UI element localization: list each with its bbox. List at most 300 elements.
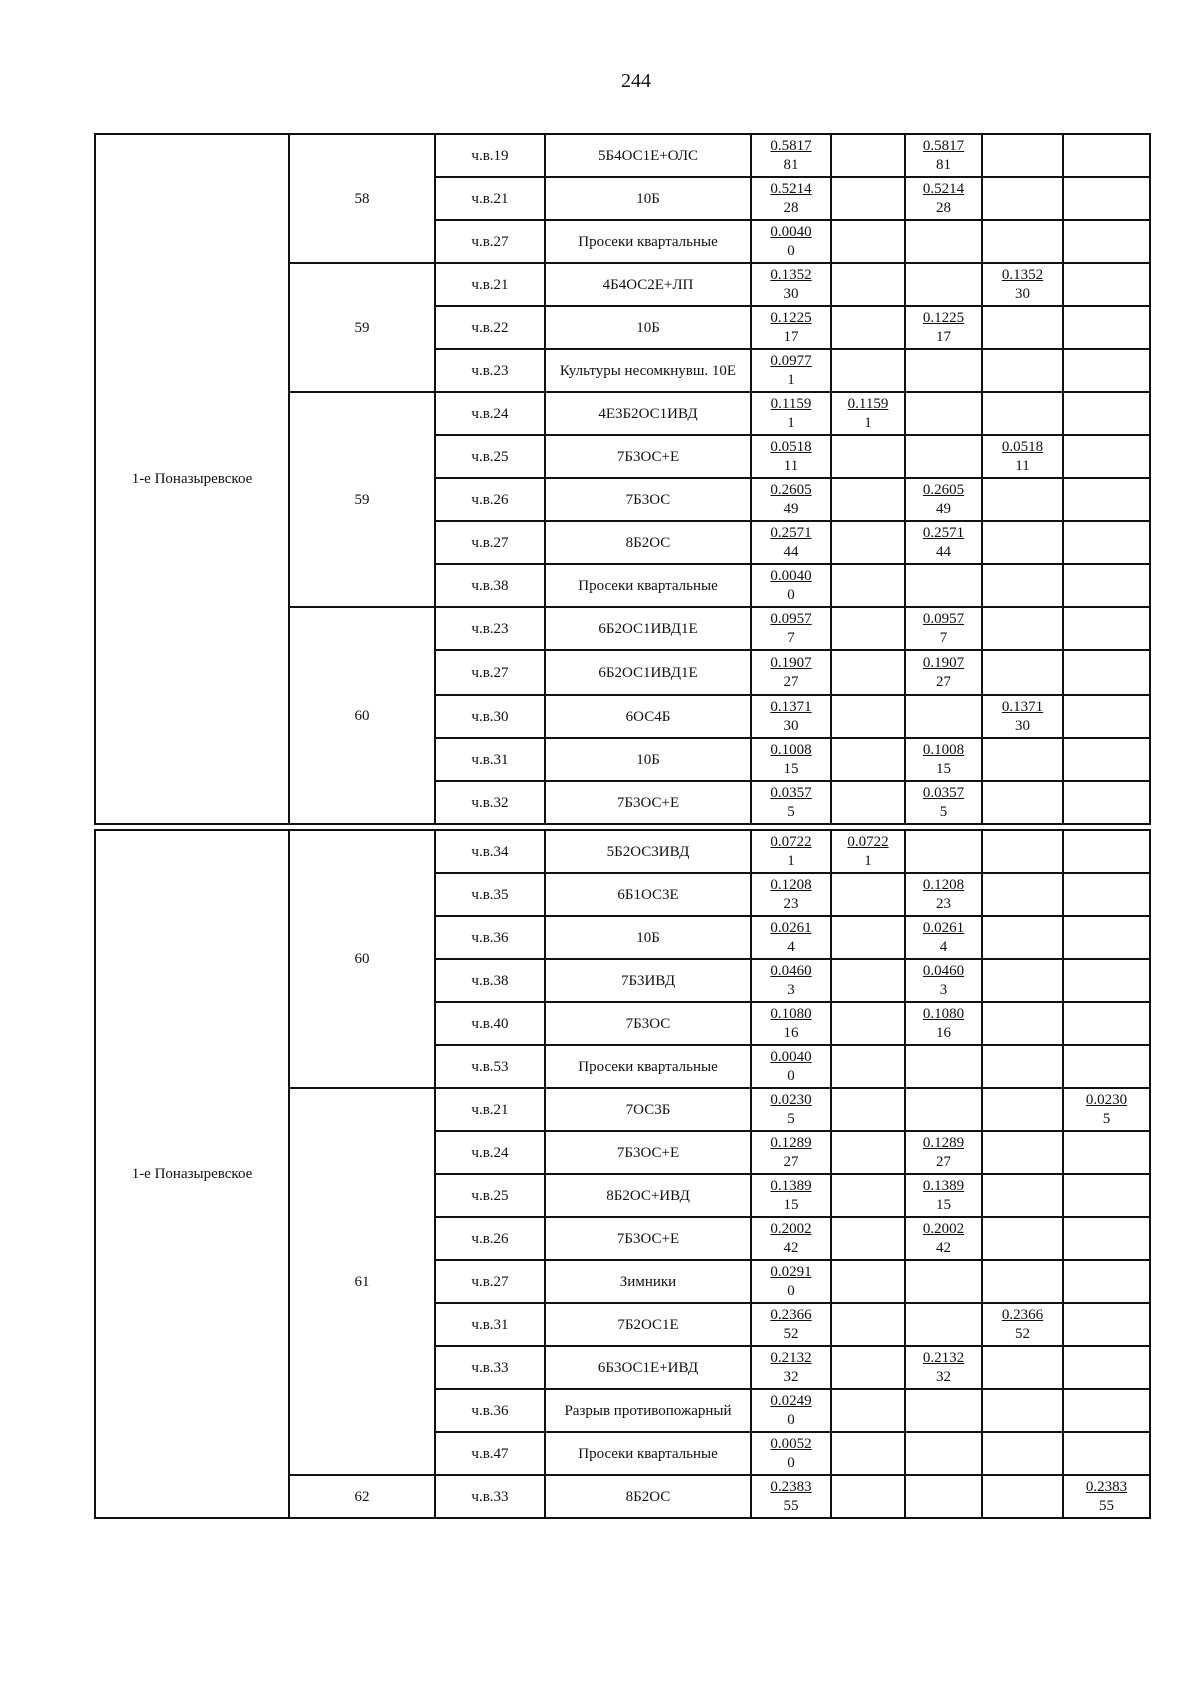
stock-value: 5 [1102,1110,1111,1127]
stock-value: 28 [783,199,799,216]
area-value: 0.2383 [1085,1478,1128,1495]
value-cell-c5 [1063,959,1150,1002]
stock-value: 11 [783,457,799,474]
section-cell: ч.в.27 [435,1260,545,1303]
block-number-cell: 61 [289,1088,435,1475]
composition-cell: Просеки квартальные [545,564,751,607]
value-cell-c4 [982,220,1063,263]
value-cell-c3 [905,695,982,738]
value-cell-c2 [831,916,905,959]
area-value: 0.2605 [770,481,812,498]
section-cell: ч.в.24 [435,1131,545,1174]
value-cell-c3 [905,650,982,695]
composition-cell: 7Б3ОС+Е [545,781,751,824]
value-cell-c4 [982,1002,1063,1045]
value-cell-c1 [751,1389,831,1432]
value-cell-c1 [751,1217,831,1260]
area-value: 0.0261 [770,919,812,936]
value-cell-c3 [905,521,982,564]
stock-value: 27 [783,1153,799,1170]
composition-cell: Разрыв противопожарный [545,1389,751,1432]
composition-cell: 7Б2ОС1Е [545,1303,751,1346]
value-cell-c2 [831,1217,905,1260]
area-value: 0.1080 [770,1005,812,1022]
value-cell-c2 [831,738,905,781]
area-value: 0.0230 [770,1091,812,1108]
value-cell-c1 [751,781,831,824]
page-number: 244 [621,70,651,92]
composition-cell: 10Б [545,738,751,781]
section-cell: ч.в.21 [435,263,545,306]
area-value: 0.1008 [770,741,812,758]
value-cell-c5 [1063,607,1150,650]
value-cell-c2 [831,1002,905,1045]
value-cell-c3 [905,1045,982,1088]
value-cell-c3 [905,1174,982,1217]
value-cell-c3 [905,1475,982,1518]
value-cell-c4 [982,263,1063,306]
stock-value: 0 [787,1454,795,1471]
area-value: 0.0040 [770,223,812,240]
value-cell-c1 [751,1475,831,1518]
value-cell-c2 [831,564,905,607]
value-cell-c2 [831,873,905,916]
area-value: 0.1225 [770,309,812,326]
stock-value: 3 [787,981,795,998]
value-cell-c4 [982,873,1063,916]
value-cell-c2 [831,220,905,263]
section-cell: ч.в.47 [435,1432,545,1475]
value-cell-c4 [982,916,1063,959]
value-cell-c4 [982,959,1063,1002]
stock-value: 81 [936,156,951,173]
stock-value: 7 [787,629,795,646]
forestry-area-cell: 1-е Поназыревское [95,830,289,1518]
area-value: 0.1389 [922,1177,965,1194]
value-cell-c5 [1063,650,1150,695]
value-cell-c4 [982,781,1063,824]
value-cell-c4 [982,1475,1063,1518]
block-number-cell: 58 [289,134,435,263]
value-cell-c2 [831,306,905,349]
area-value: 0.2132 [922,1349,965,1366]
stock-value: 3 [939,981,948,998]
stock-value: 23 [783,895,799,912]
composition-cell: 5Б2ОС3ИВД [545,830,751,873]
area-value: 0.2366 [770,1306,812,1323]
area-value: 0.1289 [922,1134,965,1151]
value-cell-c3 [905,263,982,306]
value-cell-c2 [831,349,905,392]
stock-value: 17 [936,328,951,345]
value-cell-c5 [1063,564,1150,607]
composition-cell: 10Б [545,916,751,959]
stock-value: 5 [787,803,795,820]
section-cell: ч.в.27 [435,521,545,564]
area-value: 0.1080 [922,1005,965,1022]
value-cell-c3 [905,435,982,478]
value-cell-c1 [751,830,831,873]
value-cell-c2 [831,650,905,695]
area-value: 0.1208 [922,876,965,893]
value-cell-c1 [751,959,831,1002]
value-cell-c4 [982,392,1063,435]
value-cell-c1 [751,478,831,521]
value-cell-c5 [1063,1002,1150,1045]
area-value: 0.0518 [1001,438,1044,455]
value-cell-c2 [831,607,905,650]
value-cell-c4 [982,1346,1063,1389]
value-cell-c1 [751,607,831,650]
composition-cell: Просеки квартальные [545,220,751,263]
value-cell-c5 [1063,873,1150,916]
composition-cell: 4Е3Б2ОС1ИВД [545,392,751,435]
value-cell-c1 [751,1260,831,1303]
stock-value: 7 [939,629,948,646]
section-cell: ч.в.24 [435,392,545,435]
area-value: 0.0261 [922,919,965,936]
value-cell-c5 [1063,478,1150,521]
value-cell-c5 [1063,349,1150,392]
value-cell-c1 [751,1174,831,1217]
value-cell-c5 [1063,177,1150,220]
area-value: 0.1907 [922,654,965,671]
composition-cell: 6Б2ОС1ИВД1Е [545,607,751,650]
stock-value: 30 [1015,285,1030,302]
section-cell: ч.в.32 [435,781,545,824]
forest-table-1 [94,133,1151,825]
value-cell-c2 [831,392,905,435]
stock-value: 5 [787,1110,795,1127]
value-cell-c4 [982,306,1063,349]
composition-cell: 5Б4ОС1Е+ОЛС [545,134,751,177]
stock-value: 0 [787,1411,795,1428]
value-cell-c1 [751,435,831,478]
value-cell-c4 [982,1217,1063,1260]
area-value: 0.1352 [1001,266,1044,283]
value-cell-c2 [831,177,905,220]
section-cell: ч.в.38 [435,959,545,1002]
value-cell-c3 [905,959,982,1002]
section-cell: ч.в.35 [435,873,545,916]
value-cell-c3 [905,392,982,435]
stock-value: 11 [1015,457,1030,474]
value-cell-c4 [982,478,1063,521]
value-cell-c4 [982,695,1063,738]
area-value: 0.0291 [770,1263,812,1280]
stock-value: 16 [783,1024,799,1041]
stock-value: 4 [787,938,795,955]
value-cell-c3 [905,1303,982,1346]
value-cell-c4 [982,134,1063,177]
value-cell-c4 [982,1088,1063,1131]
area-value: 0.2571 [770,524,812,541]
value-cell-c2 [831,1131,905,1174]
composition-cell: 7ОС3Б [545,1088,751,1131]
value-cell-c3 [905,916,982,959]
value-cell-c5 [1063,1045,1150,1088]
value-cell-c4 [982,1174,1063,1217]
value-cell-c4 [982,607,1063,650]
value-cell-c4 [982,349,1063,392]
area-value: 0.1907 [770,654,812,671]
stock-value: 44 [783,543,799,560]
area-value: 0.2605 [922,481,965,498]
value-cell-c3 [905,1432,982,1475]
stock-value: 42 [783,1239,799,1256]
value-cell-c2 [831,1389,905,1432]
value-cell-c3 [905,177,982,220]
value-cell-c1 [751,916,831,959]
area-value: 0.0460 [922,962,965,979]
value-cell-c5 [1063,435,1150,478]
section-cell: ч.в.36 [435,1389,545,1432]
value-cell-c1 [751,306,831,349]
stock-value: 32 [936,1368,951,1385]
value-cell-c1 [751,392,831,435]
value-cell-c5 [1063,1303,1150,1346]
stock-value: 81 [783,156,799,173]
value-cell-c4 [982,1389,1063,1432]
section-cell: ч.в.25 [435,1174,545,1217]
composition-cell: 6Б2ОС1ИВД1Е [545,650,751,695]
value-cell-c2 [831,435,905,478]
composition-cell: 4Б4ОС2Е+ЛП [545,263,751,306]
stock-value: 0 [787,586,795,603]
stock-value: 1 [864,414,872,431]
value-cell-c1 [751,220,831,263]
value-cell-c5 [1063,781,1150,824]
stock-value: 27 [936,673,951,690]
value-cell-c1 [751,1088,831,1131]
area-value: 0.1352 [770,266,812,283]
area-value: 0.5214 [770,180,812,197]
value-cell-c3 [905,873,982,916]
stock-value: 15 [936,1196,951,1213]
value-cell-c4 [982,1432,1063,1475]
value-cell-c5 [1063,1389,1150,1432]
value-cell-c3 [905,349,982,392]
section-cell: ч.в.26 [435,1217,545,1260]
value-cell-c5 [1063,695,1150,738]
area-value: 0.2002 [770,1220,812,1237]
value-cell-c5 [1063,1088,1150,1131]
area-value: 0.2002 [922,1220,965,1237]
value-cell-c5 [1063,830,1150,873]
value-cell-c2 [831,1260,905,1303]
table-row [95,134,1150,177]
value-cell-c5 [1063,1346,1150,1389]
value-cell-c2 [831,959,905,1002]
value-cell-c2 [831,1088,905,1131]
value-cell-c3 [905,1260,982,1303]
value-cell-c2 [831,521,905,564]
stock-value: 1 [787,371,795,388]
stock-value: 15 [783,1196,799,1213]
area-value: 0.1159 [770,395,812,412]
value-cell-c3 [905,738,982,781]
composition-cell: 10Б [545,177,751,220]
section-cell: ч.в.26 [435,478,545,521]
area-value: 0.0957 [770,610,812,627]
value-cell-c3 [905,220,982,263]
stock-value: 15 [936,760,951,777]
area-value: 0.0249 [770,1392,812,1409]
composition-cell: 8Б2ОС+ИВД [545,1174,751,1217]
section-cell: ч.в.53 [435,1045,545,1088]
stock-value: 27 [783,673,799,690]
stock-value: 0 [787,242,795,259]
stock-value: 49 [783,500,799,517]
area-value: 0.0460 [770,962,812,979]
value-cell-c2 [831,1346,905,1389]
stock-value: 1 [787,414,795,431]
area-value: 0.2383 [770,1478,812,1495]
value-cell-c1 [751,650,831,695]
value-cell-c5 [1063,1217,1150,1260]
area-value: 0.5214 [922,180,965,197]
section-cell: ч.в.23 [435,349,545,392]
area-value: 0.0722 [847,833,889,850]
block-number-cell: 62 [289,1475,435,1518]
area-value: 0.5817 [770,137,812,154]
value-cell-c2 [831,1303,905,1346]
value-cell-c1 [751,349,831,392]
value-cell-c1 [751,738,831,781]
value-cell-c3 [905,781,982,824]
table-row [95,830,1150,873]
stock-value: 23 [936,895,951,912]
section-cell: ч.в.36 [435,916,545,959]
composition-cell: 6ОС4Б [545,695,751,738]
value-cell-c1 [751,177,831,220]
stock-value: 16 [936,1024,951,1041]
value-cell-c2 [831,781,905,824]
value-cell-c2 [831,478,905,521]
value-cell-c1 [751,1002,831,1045]
section-cell: ч.в.19 [435,134,545,177]
area-value: 0.1371 [770,698,812,715]
stock-value: 55 [1099,1497,1114,1514]
stock-value: 1 [864,852,872,869]
section-cell: ч.в.27 [435,650,545,695]
stock-value: 30 [783,717,799,734]
value-cell-c1 [751,1131,831,1174]
area-value: 0.0518 [770,438,812,455]
value-cell-c4 [982,830,1063,873]
value-cell-c5 [1063,916,1150,959]
stock-value: 52 [783,1325,799,1342]
value-cell-c1 [751,263,831,306]
value-cell-c4 [982,1260,1063,1303]
value-cell-c3 [905,1217,982,1260]
stock-value: 30 [1015,717,1030,734]
stock-value: 0 [787,1067,795,1084]
section-cell: ч.в.31 [435,738,545,781]
value-cell-c4 [982,564,1063,607]
stock-value: 55 [783,1497,799,1514]
area-value: 0.0357 [922,784,965,801]
area-value: 0.0357 [770,784,812,801]
value-cell-c4 [982,177,1063,220]
section-cell: ч.в.38 [435,564,545,607]
composition-cell: 7Б3ОС [545,1002,751,1045]
block-number-cell: 60 [289,607,435,824]
value-cell-c5 [1063,1174,1150,1217]
value-cell-c3 [905,306,982,349]
value-cell-c5 [1063,220,1150,263]
composition-cell: 6Б3ОС1Е+ИВД [545,1346,751,1389]
area-value: 0.1389 [770,1177,812,1194]
stock-value: 17 [783,328,799,345]
value-cell-c5 [1063,1432,1150,1475]
block-number-cell: 59 [289,263,435,392]
section-cell: ч.в.33 [435,1475,545,1518]
section-cell: ч.в.23 [435,607,545,650]
value-cell-c4 [982,1131,1063,1174]
value-cell-c3 [905,1346,982,1389]
stock-value: 52 [1015,1325,1030,1342]
value-cell-c1 [751,873,831,916]
composition-cell: Просеки квартальные [545,1432,751,1475]
value-cell-c2 [831,134,905,177]
stock-value: 5 [939,803,948,820]
value-cell-c5 [1063,263,1150,306]
composition-cell: Культуры несомкнувш. 10Е [545,349,751,392]
section-cell: ч.в.31 [435,1303,545,1346]
value-cell-c1 [751,1346,831,1389]
value-cell-c5 [1063,134,1150,177]
value-cell-c4 [982,650,1063,695]
area-value: 0.0040 [770,567,812,584]
stock-value: 49 [936,500,951,517]
value-cell-c3 [905,607,982,650]
value-cell-c2 [831,1045,905,1088]
value-cell-c4 [982,738,1063,781]
value-cell-c2 [831,1174,905,1217]
block-number-cell: 60 [289,830,435,1088]
value-cell-c1 [751,134,831,177]
value-cell-c5 [1063,1475,1150,1518]
value-cell-c1 [751,564,831,607]
value-cell-c3 [905,1002,982,1045]
composition-cell: 7Б3ОС+Е [545,1131,751,1174]
value-cell-c3 [905,134,982,177]
composition-cell: 8Б2ОС [545,521,751,564]
value-cell-c4 [982,435,1063,478]
area-value: 0.1371 [1001,698,1044,715]
value-cell-c5 [1063,392,1150,435]
value-cell-c5 [1063,1260,1150,1303]
value-cell-c1 [751,1432,831,1475]
value-cell-c3 [905,1389,982,1432]
composition-cell: Просеки квартальные [545,1045,751,1088]
area-value: 0.1008 [922,741,965,758]
stock-value: 32 [783,1368,799,1385]
section-cell: ч.в.40 [435,1002,545,1045]
area-value: 0.2366 [1001,1306,1044,1323]
composition-cell: 7Б3ОС [545,478,751,521]
area-value: 0.0957 [922,610,965,627]
value-cell-c1 [751,1303,831,1346]
value-cell-c1 [751,1045,831,1088]
area-value: 0.0977 [770,352,812,369]
composition-cell: Зимники [545,1260,751,1303]
area-value: 0.1225 [922,309,965,326]
value-cell-c4 [982,1045,1063,1088]
value-cell-c5 [1063,738,1150,781]
area-value: 0.5817 [922,137,965,154]
